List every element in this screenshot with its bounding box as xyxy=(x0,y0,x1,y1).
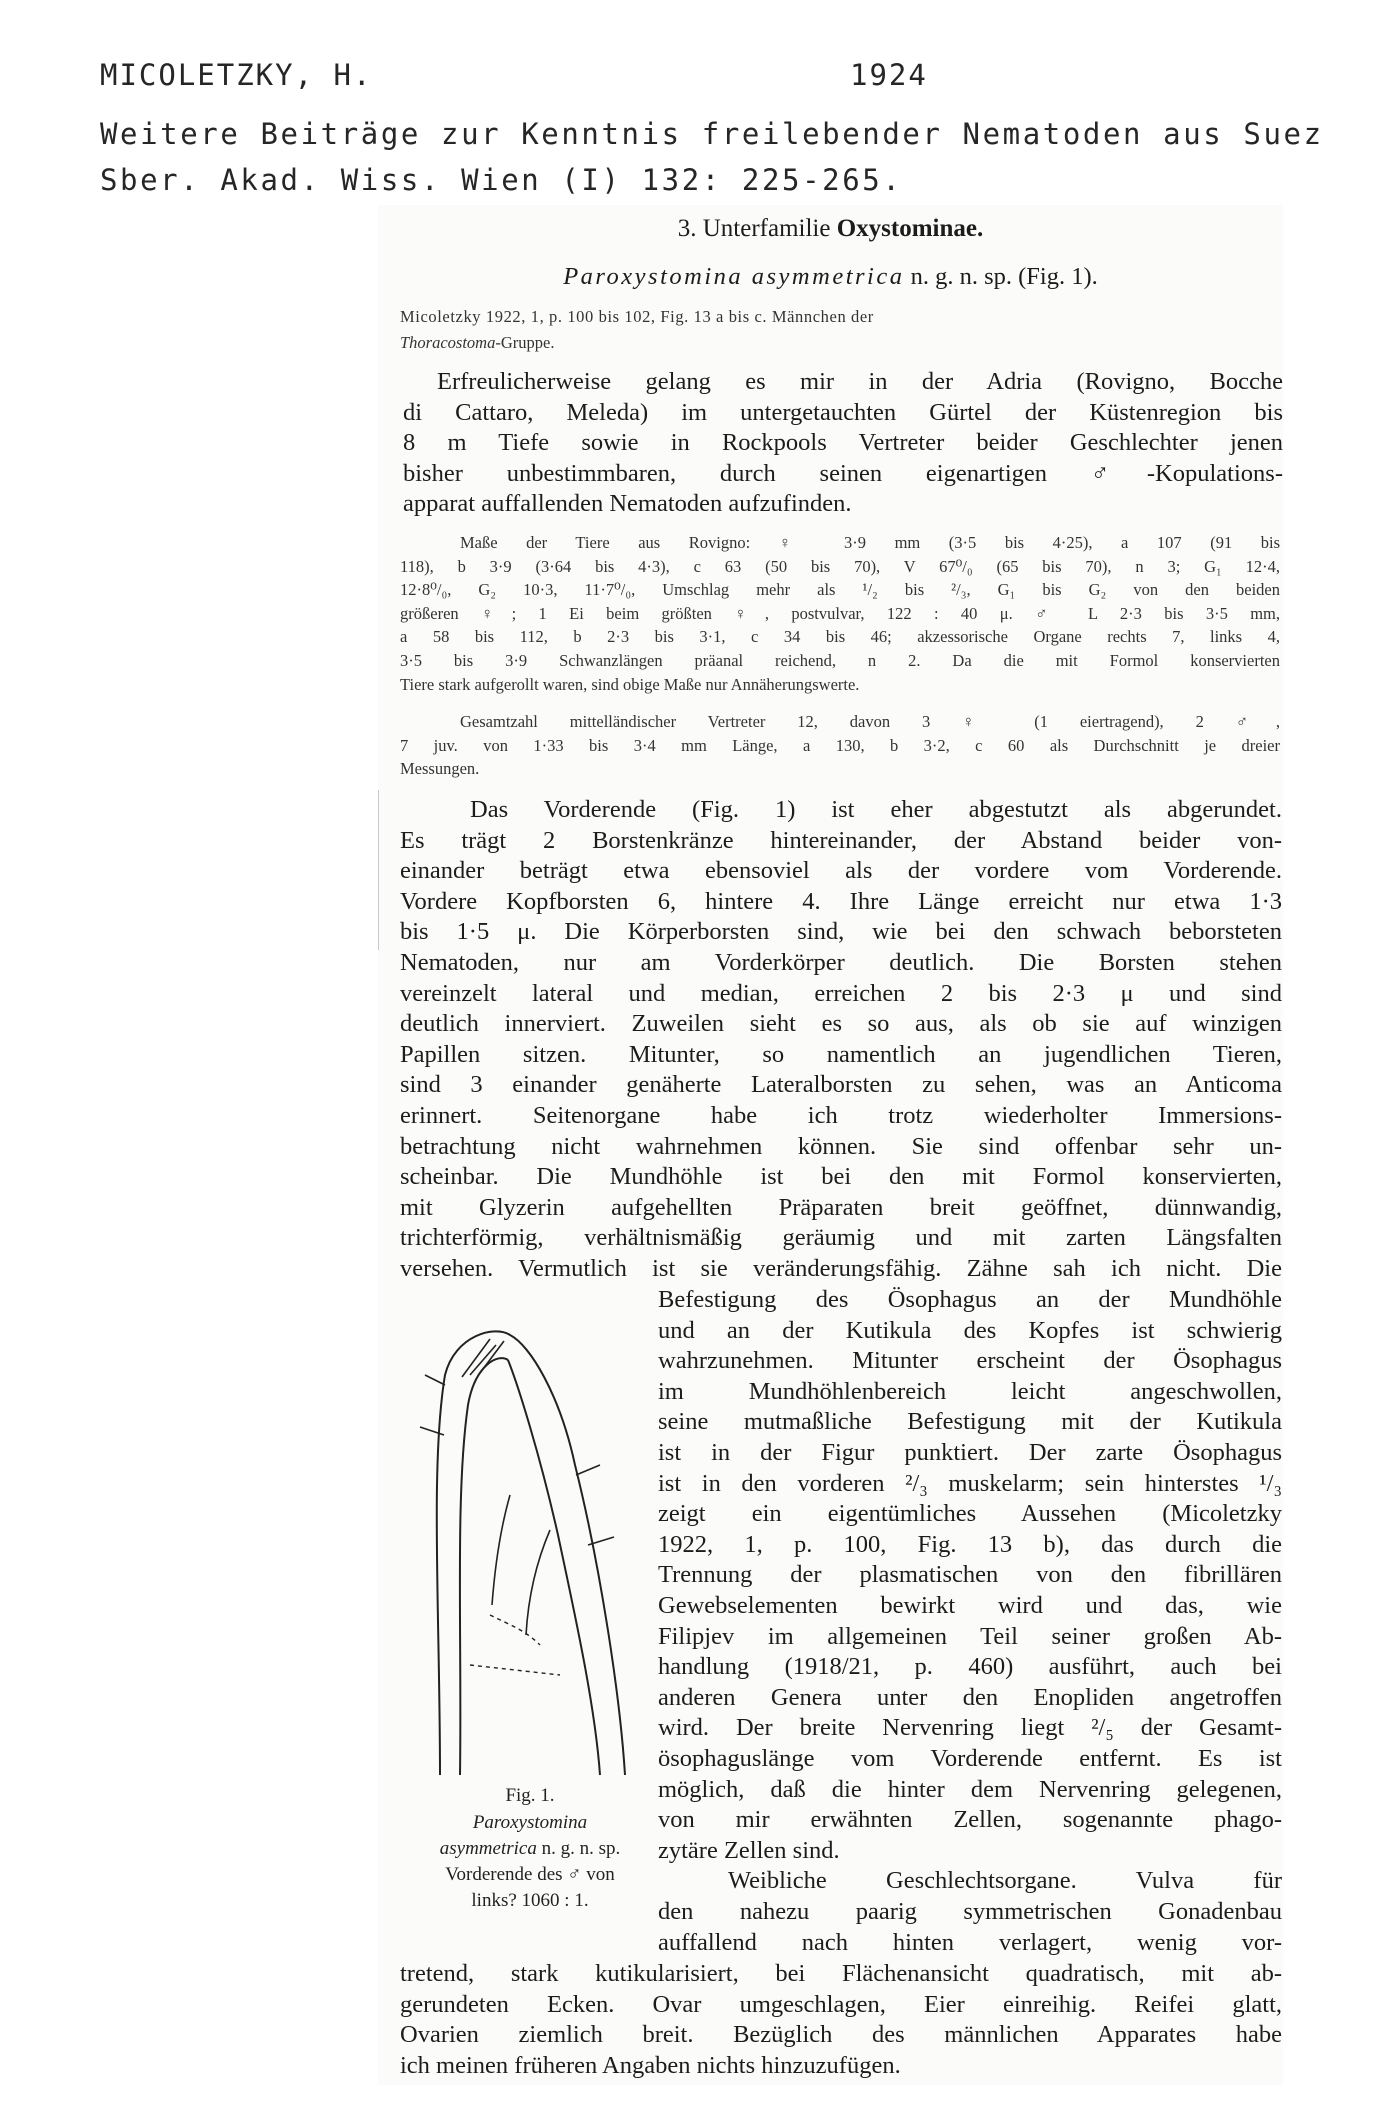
text-line: vereinzelt lateral und median, erreichen 2 bis 2·3 μ und sind xyxy=(400,979,1282,1007)
text-line: handlung (1918/21, p. 460) ausführt, auch bei xyxy=(658,1653,1282,1681)
text-line: trichterförmig, verhältnismäßig geräumig und mit zarten Längsfalten xyxy=(400,1224,1282,1252)
text-line: Befestigung des Ösophagus an der Mundhöhle xyxy=(658,1286,1282,1313)
text-line: Gewebselementen bewirkt wird und das, wie xyxy=(658,1592,1282,1619)
figure-description-2: links? 1060 : 1. xyxy=(471,1890,589,1911)
text-line: im Mundhöhlenbereich leicht angeschwollen, xyxy=(658,1377,1282,1405)
text-line: den nahezu paarig symmetrischen Gonadenbau xyxy=(658,1898,1282,1925)
citation-year: 1924 xyxy=(850,58,928,92)
synonym-line-2: Thoracostoma-Gruppe. xyxy=(400,333,555,352)
text-line: 1922, 1, p. 100, Fig. 13 b), das durch die xyxy=(658,1530,1282,1558)
text-line: Ovarien ziemlich breit. Bezüglich des männlichen Apparates habe xyxy=(400,2021,1282,2049)
text-line: einander beträgt etwa ebensoviel als der vordere vom Vorderende. xyxy=(400,857,1282,885)
measurement-line: 12·8⁰/₀, G₂ 10·3, 11·7⁰/₀, Umschlag mehr als ¹/₂ bis ²/₃, G₁ bis G₂ von den beiden xyxy=(400,580,1280,600)
text-line: Nematoden, nur am Vorderkörper deutlich. Die Borsten stehen xyxy=(400,949,1282,976)
text-line: di Cattaro, Meleda) im untergetauchten Gürtel der Küstenregion bis xyxy=(403,398,1283,426)
text-line: und an der Kutikula des Kopfes ist schwierig xyxy=(658,1316,1282,1344)
totals-line: Messungen. xyxy=(400,759,480,779)
text-line: ösophaguslänge vom Vorderende entfernt. Es ist xyxy=(658,1745,1282,1772)
text-line: Filipjev im allgemeinen Teil seiner großen Ab- xyxy=(658,1622,1282,1650)
text-line: Erfreulicherweise gelang es mir in der Adria (Rovigno, Bocche xyxy=(437,368,1283,395)
text-line: Weibliche Geschlechtsorgane. Vulva für xyxy=(728,1867,1282,1895)
measurement-line: 118), b 3·9 (3·64 bis 4·3), c 63 (50 bis 70), V 67⁰/₀ (65 bis 70), n 3; G₁ 12·4, xyxy=(400,556,1280,576)
text-line: anderen Genera unter den Enopliden angetroffen xyxy=(658,1683,1282,1711)
text-line: ist in der Figur punktiert. Der zarte Ösophagus xyxy=(658,1439,1282,1466)
text-line: Papillen sitzen. Mitunter, so namentlich an jugendlichen Tieren, xyxy=(400,1040,1282,1068)
measurement-line: Tiere stark aufgerollt waren, sind obige Maße nur Annäherungswerte. xyxy=(400,674,860,694)
text-line: tretend, stark kutikularisiert, bei Flächenansicht quadratisch, mit ab- xyxy=(400,1960,1282,1987)
text-line: sind 3 einander genäherte Lateralborsten zu sehen, was an Anticoma xyxy=(400,1071,1282,1099)
species-heading: Paroxystomina asymmetrica n. g. n. sp. (Fig. 1). xyxy=(563,263,1098,290)
measurement-line: Maße der Tiere aus Rovigno: ♀ 3·9 mm (3·5 bis 4·25), a 107 (91 bis xyxy=(460,533,1280,552)
figure-description-1: Vorderende des ♂ von xyxy=(445,1864,615,1885)
text-line: zytäre Zellen sind. xyxy=(658,1836,840,1864)
figure-species: asymmetrica n. g. n. sp. xyxy=(439,1838,621,1859)
citation-title: Weitere Beiträge zur Kenntnis freilebender Nematoden aus Suez xyxy=(100,117,1324,151)
text-line: Vordere Kopfborsten 6, hintere 4. Ihre Länge erreicht nur etwa 1·3 xyxy=(400,887,1282,915)
subfamily-heading: 3. Unterfamilie Oxystominae. xyxy=(677,215,984,242)
text-line: Trennung der plasmatischen von den fibrillären xyxy=(658,1561,1282,1589)
text-line: 8 m Tiefe sowie in Rockpools Vertreter beider Geschlechter jenen xyxy=(403,429,1283,456)
text-line: wahrzunehmen. Mitunter erscheint der Ösophagus xyxy=(658,1347,1282,1375)
measurement-line: größeren ♀; 1 Ei beim größten ♀, postvulvar, 122 : 40 μ. ♂ L 2·3 bis 3·5 mm, xyxy=(400,603,1280,623)
citation-author: MICOLETZKY, H. xyxy=(100,58,373,92)
text-line: apparat auffallenden Nematoden aufzufinden. xyxy=(403,490,852,517)
text-line: bisher unbestimmbaren, durch seinen eigenartigen ♂-Kopulations- xyxy=(403,459,1283,487)
text-line: bis 1·5 μ. Die Körperborsten sind, wie bei den schwach beborsteten xyxy=(400,918,1282,946)
totals-line: 7 juv. von 1·33 bis 3·4 mm Länge, a 130, b 3·2, c 60 als Durchschnitt je dreier xyxy=(400,735,1280,755)
measurement-line: 3·5 bis 3·9 Schwanzlängen präanal reichend, n 2. Da die mit Formol konservierten xyxy=(400,651,1280,670)
text-line: möglich, daß die hinter dem Nervenring gelegenen, xyxy=(658,1775,1282,1803)
text-line: mit Glyzerin aufgehellten Präparaten breit geöffnet, dünnwandig, xyxy=(400,1193,1282,1221)
text-line: ist in den vorderen ²/₃ muskelarm; sein hinterstes ¹/₃ xyxy=(658,1469,1282,1497)
figure-genus: Paroxystomina xyxy=(472,1812,588,1833)
text-line: Es trägt 2 Borstenkränze hintereinander, der Abstand beider von- xyxy=(400,826,1282,854)
text-line: deutlich innerviert. Zuweilen sieht es so aus, als ob sie auf winzigen xyxy=(400,1010,1282,1038)
text-line: Das Vorderende (Fig. 1) ist eher abgestutzt als abgerundet. xyxy=(470,796,1282,823)
text-line: seine mutmaßliche Befestigung mit der Kutikula xyxy=(658,1408,1282,1436)
text-line: von mir erwähnten Zellen, sogenannte phago- xyxy=(658,1806,1282,1834)
figure-label: Fig. 1. xyxy=(505,1785,555,1806)
text-line: auffallend nach hinten verlagert, wenig vor- xyxy=(658,1928,1282,1956)
measurement-line: a 58 bis 112, b 2·3 bis 3·1, c 34 bis 46; akzessorische Organe rechts 7, links 4, xyxy=(400,627,1280,647)
text-line: betrachtung nicht wahrnehmen können. Sie sind offenbar sehr un- xyxy=(400,1132,1282,1160)
text-line: erinnert. Seitenorgane habe ich trotz wiederholter Immersions- xyxy=(400,1102,1282,1129)
text-line: versehen. Vermutlich ist sie veränderungsfähig. Zähne sah ich nicht. Die xyxy=(400,1255,1282,1282)
text-line: ich meinen früheren Angaben nichts hinzuzufügen. xyxy=(400,2051,901,2079)
text-line: wird. Der breite Nervenring liegt ²/₅ der Gesamt- xyxy=(658,1714,1282,1742)
totals-line: Gesamtzahl mittelländischer Vertreter 12, davon 3 ♀ (1 eiertragend), 2 ♂, xyxy=(460,712,1280,731)
citation-source: Sber. Akad. Wiss. Wien (I) 132: 225-265. xyxy=(100,163,903,197)
text-line: gerundeten Ecken. Ovar umgeschlagen, Eier einreihig. Reifei glatt, xyxy=(400,1990,1282,2018)
text-line: zeigt ein eigentümliches Aussehen (Micoletzky xyxy=(658,1500,1282,1528)
figure-1-drawing xyxy=(400,1315,650,1780)
text-line: scheinbar. Die Mundhöhle ist bei den mit Formol konservierten, xyxy=(400,1163,1282,1191)
synonym-line-1: Micoletzky 1922, 1, p. 100 bis 102, Fig. 13 a bis c. Männchen der xyxy=(400,307,874,326)
paste-edge xyxy=(378,790,379,950)
